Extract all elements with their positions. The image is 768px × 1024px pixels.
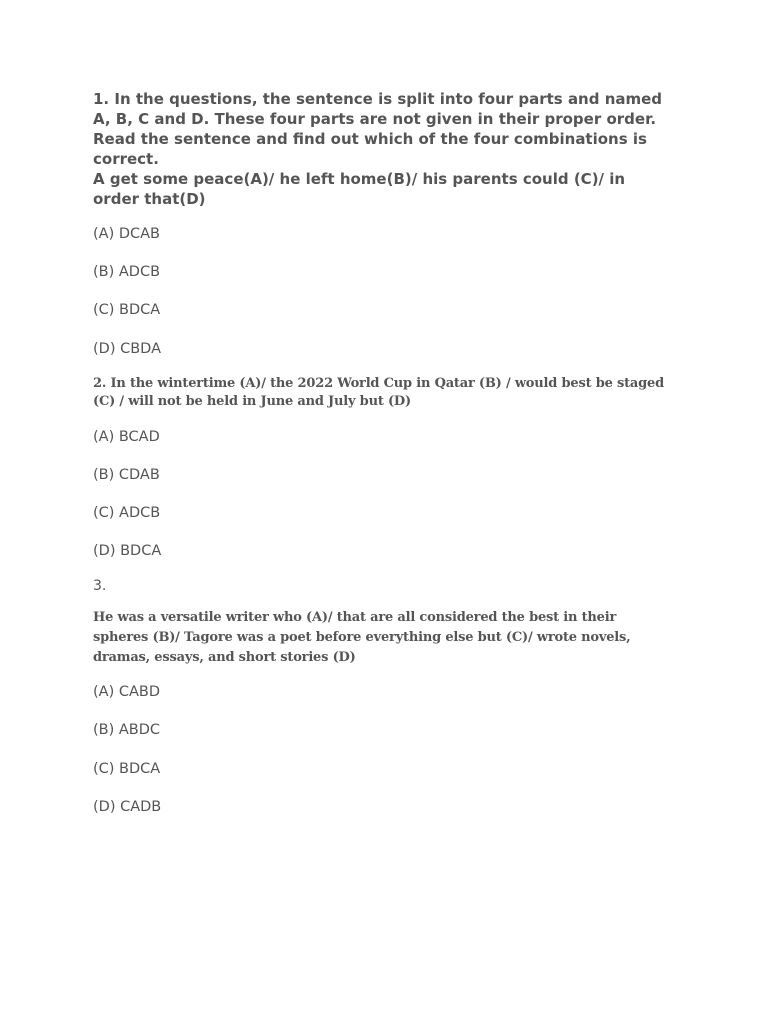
question-2-option-c: (C) ADCB	[93, 505, 161, 521]
question-3-option-a: (A) CABD	[93, 684, 160, 700]
question-1-option-a: (A) DCAB	[93, 226, 160, 242]
question-3-option-b: (B) ABDC	[93, 722, 161, 738]
question-3-option-c: (C) BDCA	[93, 761, 161, 777]
question-2-option-d: (D) BDCA	[93, 543, 162, 559]
question-1-instruction: 1. In the questions, the sentence is split into four parts and named A, B, C and D. These four parts are not given in their proper order. Read the sentence and find out which of the four combinations is correct.	[93, 90, 663, 168]
document-page	[93, 89, 673, 816]
question-1	[93, 89, 673, 358]
question-2-option-a: (A) BCAD	[93, 429, 160, 445]
question-1-option-b: (B) ADCB	[93, 264, 161, 280]
question-2-option-b: (B) CDAB	[93, 467, 160, 483]
question-1-sentence: A get some peace(A)/ he left home(B)/ his parents could (C)/ in order that(D)	[93, 170, 626, 208]
question-3	[93, 577, 673, 816]
question-1-stem	[93, 89, 673, 209]
question-2-stem: 2. In the wintertime (A)/ the 2022 World Cup in Qatar (B) / would best be staged (C) / will not be held in June and July but (D)	[93, 376, 664, 409]
question-3-number: 3.	[93, 578, 107, 594]
question-1-option-c: (C) BDCA	[93, 302, 161, 318]
question-3-stem: He was a versatile writer who (A)/ that are all considered the best in their spheres (B)/ Tagore was a poet before everything else but (C)/ wrote novels, dramas, essays, and short stories (D)	[93, 610, 631, 665]
question-3-option-d: (D) CADB	[93, 799, 162, 815]
question-2	[93, 375, 673, 560]
question-1-option-d: (D) CBDA	[93, 341, 161, 357]
